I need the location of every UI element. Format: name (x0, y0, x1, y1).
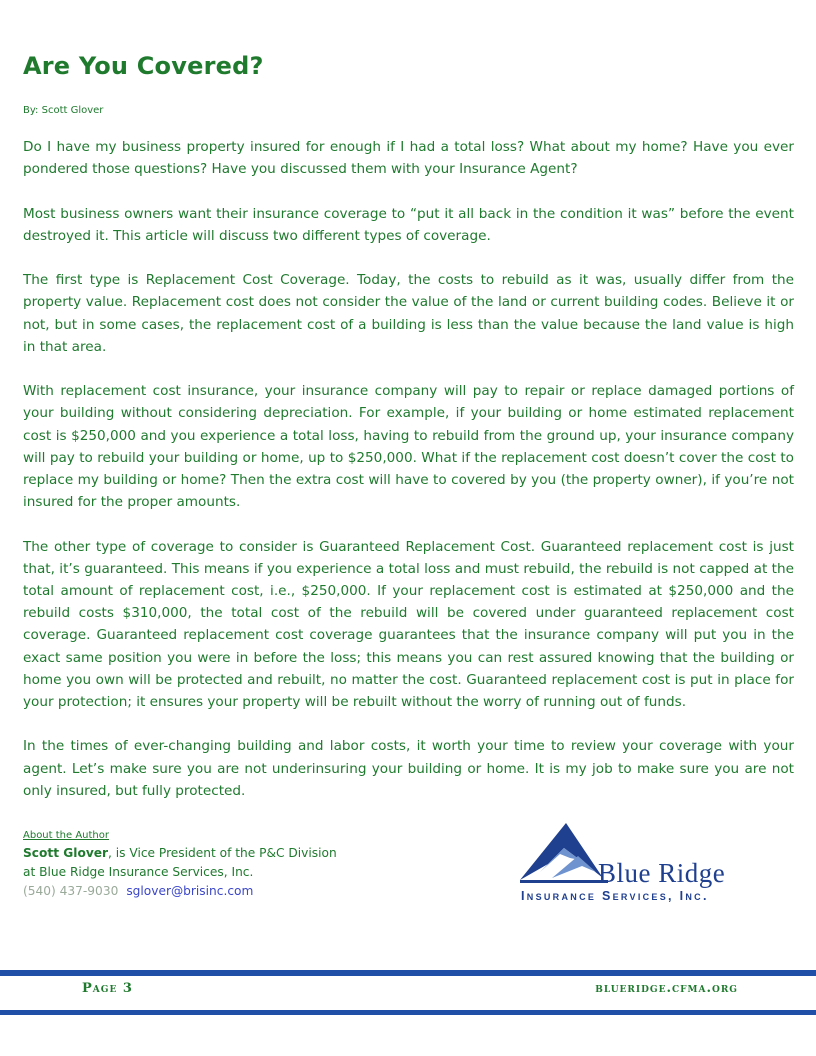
blue-ridge-logo (518, 820, 763, 906)
author-title-line2: at Blue Ridge Insurance Services, Inc. (23, 865, 254, 879)
author-name: Scott Glover (23, 846, 109, 860)
article-paragraph: Most business owners want their insurance coverage to “put it all back in the condition it was” before the event destroyed it. This article will discuss two different types of coverage. (23, 205, 794, 244)
logo-text-primary: Blue Ridge (598, 858, 726, 888)
author-email-link[interactable]: sglover@brisinc.com (126, 884, 254, 898)
article-body (23, 136, 794, 824)
article-paragraph: Do I have my business property insured for enough if I had a total loss? What about my home? Have you ever pondered those questions? Have you discussed them with your Insurance Agent? (23, 139, 794, 178)
article-paragraph: The other type of coverage to consider is Guaranteed Replacement Cost. Guaranteed replacement cost is just that, it’s guaranteed. This means if you experience a total loss and must rebuild, the rebuild is not capped at the total amount of replacement cost, i.e., $250,000. If your replacement cost is estimated at $250,000 and the rebuild costs $310,000, the total cost of the rebuild will be covered under guaranteed replacement cost coverage. Guaranteed replacement cost coverage guarantees that the insurance company will put you in the exact same position you were in before the loss; this means you can rest assured knowing that the building or home you own will be protected and rebuilt, no matter the cost. Guaranteed replacement cost is put in place for your protection; it ensures your property will be rebuilt without the worry of running out of funds. (23, 538, 794, 711)
about-author-heading: About the Author (23, 830, 110, 841)
article-paragraph: In the times of ever-changing building and labor costs, it worth your time to review your coverage with your agent. Let’s make sure you are not underinsuring your building or home. It is my job to make sure you are not only insured, but fully protected. (23, 738, 794, 799)
footer-rule-bottom (0, 1010, 816, 1015)
article-paragraph: With replacement cost insurance, your insurance company will pay to repair or replace damaged portions of your building without considering depreciation. For example, if your building or home estimated replacement cost is $250,000 and you experience a total loss, having to rebuild from the ground up, your insurance company will pay to rebuild your building or home, up to $250,000. What if the replacement cost doesn’t cover the cost to replace my building or home? Then the extra cost will have to covered by you (the property owner), if you’re not insured for the proper amounts. (23, 383, 794, 511)
footer-rule-top (0, 970, 816, 976)
article-title: Are You Covered? (23, 52, 264, 80)
logo-text-secondary: Insurance Services, Inc. (521, 889, 709, 903)
author-line-1 (23, 844, 337, 863)
author-title-line1: , is Vice President of the P&C Division (108, 846, 337, 860)
author-bio (23, 828, 337, 901)
footer-site-link[interactable]: blueridge.cfma.org (595, 981, 738, 996)
byline: By: Scott Glover (23, 105, 104, 116)
logo-rule (520, 880, 608, 883)
article-paragraph: The first type is Replacement Cost Coverage. Today, the costs to rebuild as it was, usually differ from the property value. Replacement cost does not consider the value of the land or current building codes. Believe it or not, but in some cases, the replacement cost of a building is less than the value because the land value is high in that area. (23, 272, 794, 355)
author-contact (23, 882, 337, 901)
page-number: Page 3 (82, 981, 133, 996)
author-phone: (540) 437-9030 (23, 884, 119, 898)
